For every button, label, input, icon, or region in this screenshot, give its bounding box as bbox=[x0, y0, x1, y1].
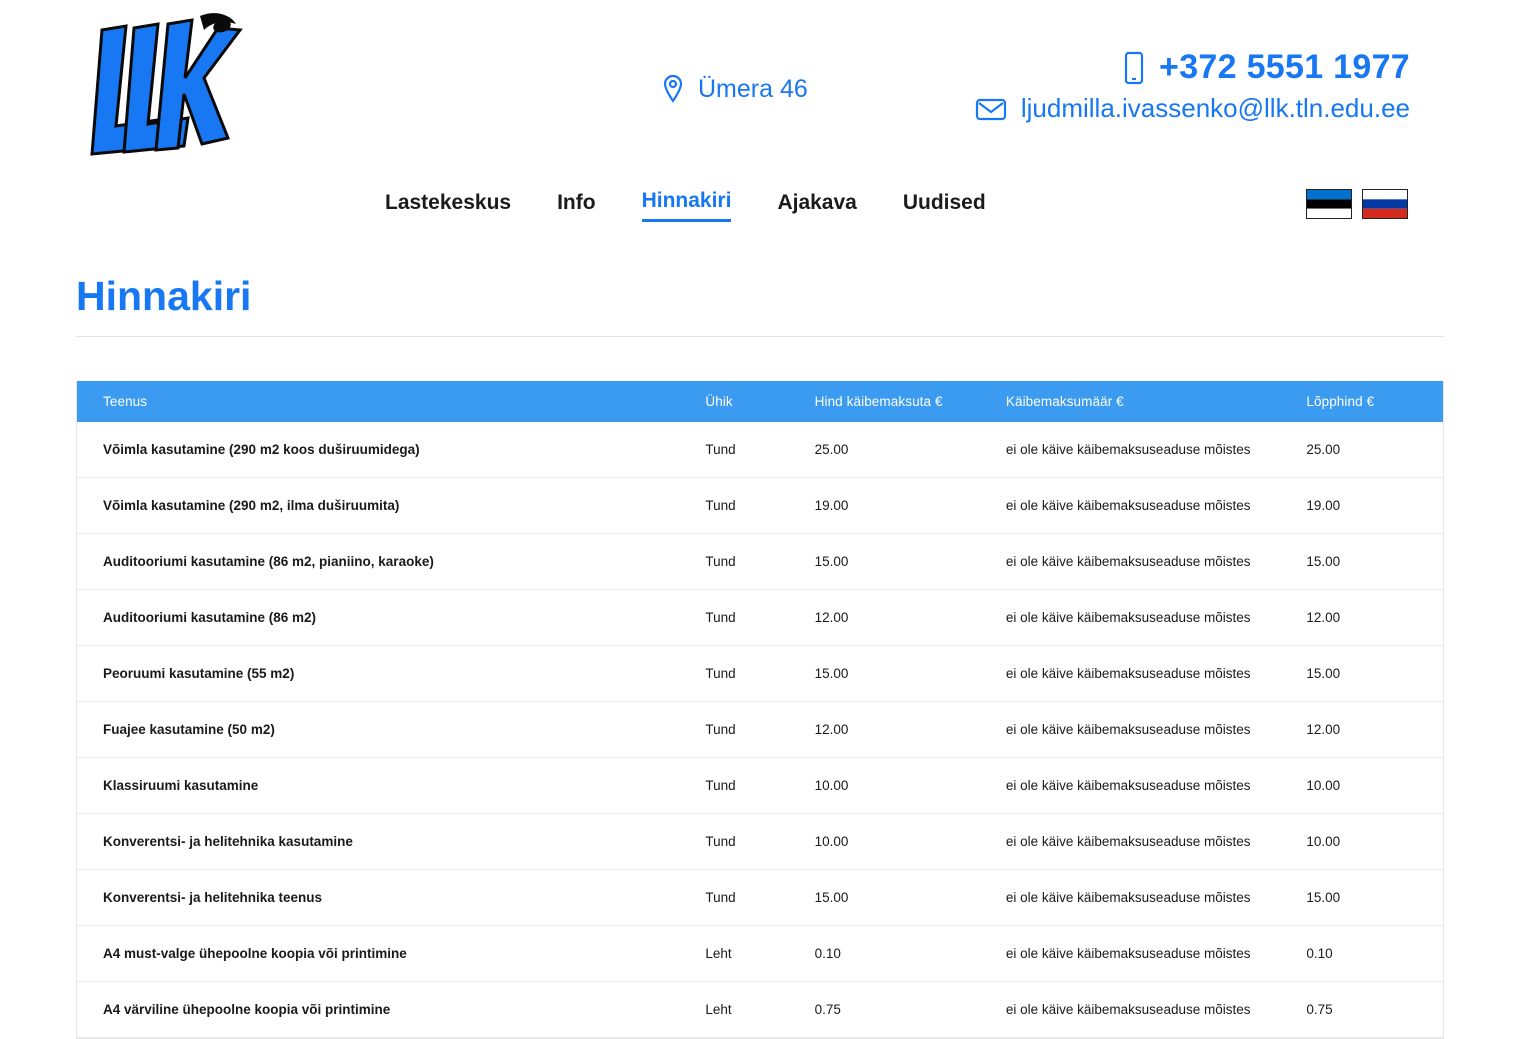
location-label: Ümera 46 bbox=[698, 74, 808, 103]
price-table-container bbox=[76, 381, 1444, 1039]
nav-item-lastekeskus[interactable]: Lastekeskus bbox=[385, 190, 512, 214]
table-header-row bbox=[77, 381, 1443, 422]
cell-vat: ei ole käive käibemaksuseaduse mõistes bbox=[1006, 814, 1307, 870]
cell-final: 0.10 bbox=[1306, 926, 1443, 982]
column-header-price-excl-vat: Hind käibemaksuta € bbox=[815, 381, 1006, 422]
cell-unit: Leht bbox=[705, 982, 814, 1038]
cell-vat: ei ole käive käibemaksuseaduse mõistes bbox=[1006, 478, 1307, 534]
title-divider bbox=[76, 336, 1444, 337]
cell-service: Konverentsi- ja helitehnika kasutamine bbox=[77, 814, 705, 870]
cell-service: Auditooriumi kasutamine (86 m2) bbox=[77, 590, 705, 646]
cell-price: 25.00 bbox=[815, 422, 1006, 478]
cell-final: 12.00 bbox=[1306, 702, 1443, 758]
site-header bbox=[0, 0, 1520, 175]
cell-price: 19.00 bbox=[815, 478, 1006, 534]
nav-item-hinnakiri[interactable]: Hinnakiri bbox=[642, 189, 732, 222]
cell-final: 15.00 bbox=[1306, 534, 1443, 590]
cell-vat: ei ole käive käibemaksuseaduse mõistes bbox=[1006, 926, 1307, 982]
cell-price: 15.00 bbox=[815, 646, 1006, 702]
cell-unit: Tund bbox=[705, 814, 814, 870]
cell-price: 0.10 bbox=[815, 926, 1006, 982]
main-navigation bbox=[0, 175, 1520, 245]
cell-unit: Tund bbox=[705, 870, 814, 926]
table-row bbox=[77, 590, 1443, 646]
cell-unit: Tund bbox=[705, 758, 814, 814]
cell-service: Auditooriumi kasutamine (86 m2, pianiino, karaoke) bbox=[77, 534, 705, 590]
cell-price: 10.00 bbox=[815, 814, 1006, 870]
cell-unit: Leht bbox=[705, 926, 814, 982]
column-header-final-price: Lõpphind € bbox=[1306, 381, 1443, 422]
location-pin-icon bbox=[660, 74, 686, 104]
table-row bbox=[77, 478, 1443, 534]
phone-link[interactable] bbox=[975, 48, 1410, 87]
cell-vat: ei ole käive käibemaksuseaduse mõistes bbox=[1006, 422, 1307, 478]
cell-vat: ei ole käive käibemaksuseaduse mõistes bbox=[1006, 534, 1307, 590]
site-logo[interactable] bbox=[72, 8, 240, 166]
envelope-icon bbox=[975, 97, 1007, 121]
column-header-vat-rate: Käibemaksumäär € bbox=[1006, 381, 1307, 422]
cell-vat: ei ole käive käibemaksuseaduse mõistes bbox=[1006, 870, 1307, 926]
cell-unit: Tund bbox=[705, 646, 814, 702]
cell-final: 15.00 bbox=[1306, 870, 1443, 926]
cell-final: 12.00 bbox=[1306, 590, 1443, 646]
table-row bbox=[77, 646, 1443, 702]
cell-vat: ei ole käive käibemaksuseaduse mõistes bbox=[1006, 702, 1307, 758]
cell-price: 12.00 bbox=[815, 702, 1006, 758]
cell-vat: ei ole käive käibemaksuseaduse mõistes bbox=[1006, 590, 1307, 646]
cell-unit: Tund bbox=[705, 534, 814, 590]
price-table bbox=[77, 381, 1443, 1038]
nav-item-info[interactable]: Info bbox=[557, 190, 596, 214]
table-row bbox=[77, 758, 1443, 814]
table-row bbox=[77, 422, 1443, 478]
language-switcher bbox=[1306, 189, 1408, 219]
cell-vat: ei ole käive käibemaksuseaduse mõistes bbox=[1006, 758, 1307, 814]
table-row bbox=[77, 926, 1443, 982]
phone-number: +372 5551 1977 bbox=[1159, 48, 1410, 86]
cell-service: Võimla kasutamine (290 m2 koos duširuumidega) bbox=[77, 422, 705, 478]
contact-block bbox=[975, 48, 1410, 124]
cell-service: Peoruumi kasutamine (55 m2) bbox=[77, 646, 705, 702]
price-table-header bbox=[77, 381, 1443, 422]
cell-final: 15.00 bbox=[1306, 646, 1443, 702]
table-row bbox=[77, 534, 1443, 590]
cell-final: 10.00 bbox=[1306, 758, 1443, 814]
nav-item-ajakava[interactable]: Ajakava bbox=[777, 190, 857, 214]
cell-vat: ei ole käive käibemaksuseaduse mõistes bbox=[1006, 982, 1307, 1038]
cell-service: Konverentsi- ja helitehnika teenus bbox=[77, 870, 705, 926]
cell-service: Klassiruumi kasutamine bbox=[77, 758, 705, 814]
cell-service: A4 värviline ühepoolne koopia või printimine bbox=[77, 982, 705, 1038]
nav-item-list bbox=[385, 189, 986, 222]
table-row bbox=[77, 982, 1443, 1038]
page-title: Hinnakiri bbox=[76, 273, 252, 319]
table-row bbox=[77, 870, 1443, 926]
location-block[interactable] bbox=[660, 74, 808, 104]
table-row bbox=[77, 814, 1443, 870]
cell-final: 0.75 bbox=[1306, 982, 1443, 1038]
price-table-body bbox=[77, 422, 1443, 1038]
cell-vat: ei ole käive käibemaksuseaduse mõistes bbox=[1006, 646, 1307, 702]
column-header-unit: Ühik bbox=[705, 381, 814, 422]
estonian-flag-icon[interactable] bbox=[1306, 189, 1352, 219]
cell-price: 12.00 bbox=[815, 590, 1006, 646]
column-header-service: Teenus bbox=[77, 381, 705, 422]
mobile-phone-icon bbox=[1123, 51, 1145, 85]
cell-final: 10.00 bbox=[1306, 814, 1443, 870]
cell-unit: Tund bbox=[705, 478, 814, 534]
russian-flag-icon[interactable] bbox=[1362, 189, 1408, 219]
email-address: ljudmilla.ivassenko@llk.tln.edu.ee bbox=[1020, 93, 1410, 123]
cell-final: 19.00 bbox=[1306, 478, 1443, 534]
cell-price: 0.75 bbox=[815, 982, 1006, 1038]
cell-price: 15.00 bbox=[815, 870, 1006, 926]
cell-service: Fuajee kasutamine (50 m2) bbox=[77, 702, 705, 758]
cell-unit: Tund bbox=[705, 702, 814, 758]
cell-price: 15.00 bbox=[815, 534, 1006, 590]
cell-service: A4 must-valge ühepoolne koopia või printimine bbox=[77, 926, 705, 982]
cell-unit: Tund bbox=[705, 422, 814, 478]
page-title-block bbox=[0, 273, 1520, 337]
cell-service: Võimla kasutamine (290 m2, ilma duširuumita) bbox=[77, 478, 705, 534]
table-row bbox=[77, 702, 1443, 758]
cell-unit: Tund bbox=[705, 590, 814, 646]
nav-item-uudised[interactable]: Uudised bbox=[902, 190, 986, 214]
cell-final: 25.00 bbox=[1306, 422, 1443, 478]
cell-price: 10.00 bbox=[815, 758, 1006, 814]
email-link[interactable] bbox=[975, 93, 1410, 124]
